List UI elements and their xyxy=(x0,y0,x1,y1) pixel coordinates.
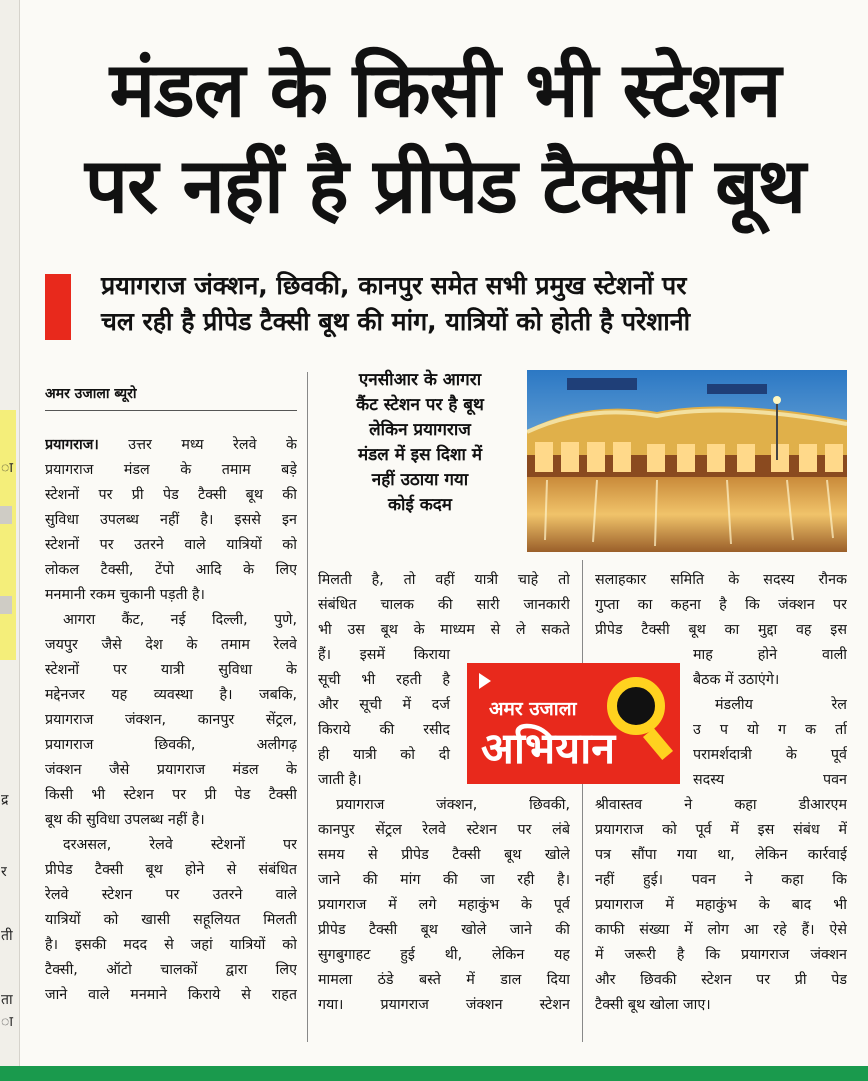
article-line: गुप्ता का कहना है कि जंक्शन पर xyxy=(595,597,847,613)
article-line: है। इसकी मदद से जहां यात्रियों को xyxy=(45,937,297,953)
callout-line: मंडल में इस दिशा में xyxy=(357,445,483,465)
article-line: प्रीपेड टैक्सी बूथ होने से संबंधित xyxy=(45,862,297,878)
callout-line: एनसीआर के आगरा xyxy=(358,370,482,390)
article-line: सदस्य पवन xyxy=(693,772,847,788)
article-line: प्रयागराज जंक्शन, कानपुर सेंट्रल, xyxy=(45,712,297,728)
logo-brand-text: अमर उजाला xyxy=(489,698,577,720)
adjacent-block xyxy=(0,596,12,614)
article-line: गया। प्रयागराज जंक्शन स्टेशन xyxy=(318,997,570,1013)
article-line: रेलवे स्टेशन पर उतरने वाले xyxy=(45,887,297,903)
article-line: मिलती है, तो वहीं यात्री चाहे तो xyxy=(318,572,570,588)
logo-campaign-text: अभियान xyxy=(481,724,616,774)
callout-box xyxy=(320,368,520,518)
article-line: स्टेशनों पर प्री पेड टैक्सी बूथ की xyxy=(45,487,297,503)
subheadline-text xyxy=(101,268,861,340)
article-line: लोकल टैक्सी, टेंपो आदि के लिए xyxy=(45,562,297,578)
article-line: प्रयागराज। उत्तर मध्य रेलवे के xyxy=(45,437,297,453)
article-line: पत्र सौंपा गया था, लेकिन कार्रवाई xyxy=(595,847,847,863)
article-line: आगरा कैंट, नई दिल्ली, पुणे, xyxy=(63,612,297,628)
byline-divider xyxy=(45,410,297,411)
article-line: यात्रियों को खासी सहूलियत मिलती xyxy=(45,912,297,928)
article-line: जयपुर जैसे देश के तमाम रेलवे xyxy=(45,637,297,653)
adjacent-text-fragment: ती xyxy=(1,928,13,944)
subheadline-line: प्रयागराज जंक्शन, छिवकी, कानपुर समेत सभी प्रमुख स्टेशनों पर xyxy=(101,271,687,300)
article-line: बूथ की सुविधा उपलब्ध नहीं है। xyxy=(45,812,205,828)
bottom-border xyxy=(0,1066,868,1081)
subheadline-line: चल रही है प्रीपेड टैक्सी बूथ की मांग, यात्रियों को होती है परेशानी xyxy=(101,307,691,336)
dateline: प्रयागराज। xyxy=(45,437,99,453)
magnifier-handle xyxy=(643,728,673,760)
article-column-1 xyxy=(45,433,297,1008)
article-line: सलाहकार समिति के सदस्य रौनक xyxy=(595,572,847,588)
article-line: किसी भी स्टेशन पर प्री पेड टैक्सी xyxy=(45,787,297,803)
article-line: जाती है। xyxy=(318,772,362,788)
article-line: जाने वाले मनमाने किराये से राहत xyxy=(45,987,297,1003)
article-line: स्टेशनों पर उतरने वाले यात्रियों को xyxy=(45,537,297,553)
article-line: और सूची में दर्ज xyxy=(318,697,450,713)
article-line: दरअसल, रेलवे स्टेशनों पर xyxy=(63,837,297,853)
article-line: और छिवकी स्टेशन पर प्री पेड xyxy=(595,972,847,988)
article-line: भी उस बूथ के माध्यम से ले सकते xyxy=(318,622,570,638)
article-line: नहीं हुई। पवन ने कहा कि xyxy=(595,872,847,888)
callout-line: कोई कदम xyxy=(388,495,452,515)
article-line: श्रीवास्तव ने कहा डीआरएम xyxy=(595,797,847,813)
article-line: जंक्शन जैसे प्रयागराज मंडल के xyxy=(45,762,297,778)
column-divider xyxy=(307,372,308,1042)
adjacent-text-fragment: ा xyxy=(1,460,13,476)
subheadline-accent-bar xyxy=(45,274,71,340)
station-photo xyxy=(527,370,847,552)
magnifier-icon xyxy=(607,677,665,735)
article-line: प्रयागराज में महाकुंभ के बाद भी xyxy=(595,897,847,913)
article-line: जाने की मांग की जा रही है। xyxy=(318,872,570,888)
article-line: प्रीपेड टैक्सी बूथ का मुद्दा वह इस xyxy=(595,622,847,638)
adjacent-text-fragment: ा xyxy=(1,1014,13,1030)
callout-line: लेकिन प्रयागराज xyxy=(369,420,471,440)
byline: अमर उजाला ब्यूरो xyxy=(45,386,137,402)
adjacent-text-fragment: ता xyxy=(1,992,13,1008)
article-line: में जरूरी है कि प्रयागराज जंक्शन xyxy=(595,947,847,963)
adjacent-column-strip xyxy=(0,0,20,1081)
adjacent-highlight xyxy=(0,410,16,660)
article-line: प्रीपेड टैक्सी बूथ खोले जाने की xyxy=(318,922,570,938)
article-line: हैं। इसमें किराया xyxy=(318,647,450,663)
headline-line: मंडल के किसी भी स्टेशन xyxy=(109,45,781,134)
article-line: सूची भी रहती है xyxy=(318,672,450,688)
adjacent-block xyxy=(0,506,12,524)
article-line: टैक्सी, ऑटो चालकों द्वारा लिए xyxy=(45,962,297,978)
adjacent-text-fragment: र xyxy=(1,864,7,880)
article-line: मनमानी रकम चुकानी पड़ती है। xyxy=(45,587,205,603)
article-line: मद्देनजर यह व्यवस्था है। जबकि, xyxy=(45,687,297,703)
article-line: प्रयागराज छिवकी, अलीगढ़ xyxy=(45,737,297,753)
article-line: प्रयागराज में लगे महाकुंभ के पूर्व xyxy=(318,897,570,913)
callout-line: कैंट स्टेशन पर है बूथ xyxy=(356,395,484,415)
headline-line: पर नहीं है प्रीपेड टैक्सी बूथ xyxy=(84,141,806,230)
article-line: परामर्शदात्री के पूर्व xyxy=(693,747,847,763)
article-line: टैक्सी बूथ खोला जाए। xyxy=(595,997,711,1013)
article-line: प्रयागराज को पूर्व में इस संबंध में xyxy=(595,822,847,838)
article-line: मंडलीय रेल xyxy=(715,697,847,713)
article-line: बैठक में उठाएंगे। xyxy=(693,672,780,688)
article-line: किराये की रसीद xyxy=(318,722,450,738)
abhiyan-campaign-logo xyxy=(467,663,680,784)
play-icon xyxy=(479,673,491,689)
article-line: माह होने वाली xyxy=(693,647,847,663)
article-column-3 xyxy=(595,568,847,1018)
article-line: काफी संख्या में लोग आ रहे हैं। ऐसे xyxy=(595,922,847,938)
article-line: सुगबुगाहट हुई थी, लेकिन यह xyxy=(318,947,570,963)
column-divider xyxy=(582,560,583,1042)
article-line: समय से प्रीपेड टैक्सी बूथ खोले xyxy=(318,847,570,863)
article-line: मामला ठंडे बस्ते में डाल दिया xyxy=(318,972,570,988)
article-column-2 xyxy=(318,568,570,1018)
article-line: ही यात्री को दी xyxy=(318,747,450,763)
callout-line: नहीं उठाया गया xyxy=(371,470,469,490)
headline xyxy=(30,42,860,234)
adjacent-text-fragment: द्र xyxy=(1,792,9,808)
article-line: संबंधित चालक की सारी जानकारी xyxy=(318,597,570,613)
article-line: कानपुर सेंट्रल रेलवे स्टेशन पर लंबे xyxy=(318,822,570,838)
article-line: सुविधा उपलब्ध नहीं है। इससे इन xyxy=(45,512,297,528)
article-line: स्टेशनों पर यात्री सुविधा के xyxy=(45,662,297,678)
article-line: प्रयागराज जंक्शन, छिवकी, xyxy=(336,797,570,813)
article-line: उ प यो ग क र्ता xyxy=(693,722,847,738)
article-line: प्रयागराज मंडल के तमाम बड़े xyxy=(45,462,297,478)
